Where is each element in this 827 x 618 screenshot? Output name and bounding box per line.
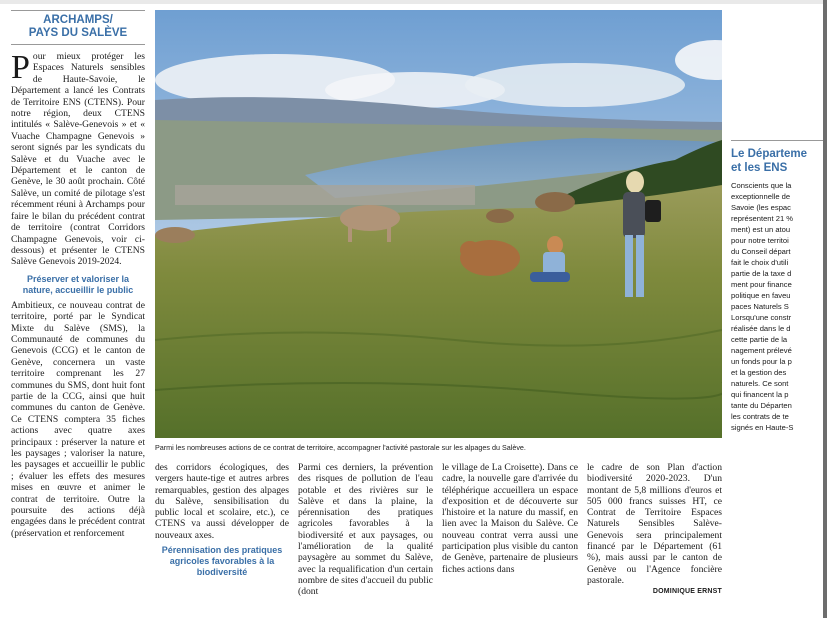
sidebar-line: partie de la taxe d <box>731 269 792 278</box>
article-subhead: Préserver et valoriser la nature, accueillir le public <box>22 273 134 295</box>
sidebar-line: exceptionnelle de <box>731 192 791 201</box>
page-top-edge <box>0 0 827 4</box>
column-text: Parmi ces derniers, la prévention des risques de pollution de l'eau potable et des rivières sur le Salève et dans la plaine, la pérennisation des pratiques agricoles favorables à la biodiversité et aux paysages, ou l'amélioration de la qualité paysagère au sommet du Salève, avec la requalification d'un certain nombre de sites d'accueil du public (dont <box>298 462 433 598</box>
sidebar-line: les contrats de te <box>731 412 789 421</box>
sidebar-line: pour notre territoi <box>731 236 789 245</box>
sidebar-line: paces Naturels S <box>731 302 789 311</box>
drop-cap: P <box>11 49 30 86</box>
right-sidebar-article <box>731 140 823 460</box>
sidebar-line: tante du Départen <box>731 401 792 410</box>
alpine-pasture-photo <box>155 10 722 438</box>
sidebar-line: qui financent la p <box>731 390 789 399</box>
sidebar-title-line1: Le Départeme <box>731 148 808 160</box>
sidebar-line: fait le choix d'utili <box>731 258 789 267</box>
intro-text: our mieux protéger les Espaces Naturels sensibles de Haute-Savoie, le Département a lancé les Contrats de Territoire ENS (CTENS). Pour notre région, deux CTENS intitulés « Salève-Genevois » et « Vuache Champagne Genevois » seront signés par les syndicats du Salève et du Vuache avec le Département et le canton de Genève, le 30 août prochain. Côté Salève, un comité de pilotage s'est récemment réuni à Archamps pour faire le bilan du précédent contrat de territoire (contrat Corridors Champagne Genevois, voir ci-dessous) et présenter le CTENS Salève Genevois 2019-2024. <box>11 51 145 268</box>
column-text: le cadre de son Plan d'action biodiversité 2020-2023. D'un montant de 5,8 millions d'euros et 505 000 francs suisses HT, ce Contrat de Territoire Espaces Naturels Sensibles Salève-Genevois sera principalement financé par le Département (61 %), mais aussi par le canton de Genève ou l'Agence foncière pastorale. <box>587 462 722 586</box>
photo-caption: Parmi les nombreuses actions de ce contrat de territoire, accompagner l'activité pastorale sur les alpages du Salève. <box>155 443 526 452</box>
sidebar-line: nagement prélevé <box>731 346 792 355</box>
sidebar-line: et la gestion des <box>731 368 787 377</box>
sidebar-line: ment) est un atou <box>731 225 791 234</box>
sidebar-line: politique en faveu <box>731 291 791 300</box>
sidebar-line: Lorsqu'une constr <box>731 313 792 322</box>
cow-lying <box>460 240 520 276</box>
sidebar-line: représentent 21 % <box>731 214 794 223</box>
sidebar-line: Conscients que la <box>731 181 792 190</box>
sidebar-title-line2: et les ENS <box>731 162 788 174</box>
article-intro <box>11 51 145 268</box>
section-title-line2: PAYS DU SALÈVE <box>28 27 128 39</box>
byline: DOMINIQUE ERNST <box>652 588 722 596</box>
bottom-column-2 <box>298 462 433 608</box>
column-text: le village de La Croisette). Dans ce cadre, la nouvelle gare d'arrivée du téléphérique accueillera un espace d'exposition et de découverte sur l'histoire et la nature du massif, en lien avec la Maison du Salève. Ce nouveau contrat verra aussi une participation plus visible du canton de Genève, partenaire de plusieurs fiches actions dans <box>442 462 578 575</box>
sidebar-line: réalisée dans le d <box>731 324 791 333</box>
section-rule-bottom <box>11 44 145 45</box>
article-photo <box>155 10 722 438</box>
bottom-column-3 <box>442 462 578 608</box>
sidebar-title <box>731 147 823 175</box>
sidebar-line: cette partie de la <box>731 335 788 344</box>
sidebar-line: un fonds pour la p <box>731 357 792 366</box>
sidebar-line: du Conseil départ <box>731 247 791 256</box>
viewer-right-edge <box>823 0 827 618</box>
sidebar-line: naturels. Ce sont <box>731 379 789 388</box>
sidebar-line: signés en Haute-S <box>731 423 794 432</box>
left-article-column <box>11 10 145 610</box>
section-title <box>11 14 145 40</box>
cow-left <box>155 227 195 243</box>
section-rule <box>11 10 145 11</box>
article-body: Ambitieux, ce nouveau contrat de territoire, porté par le Syndicat Mixte du Salève (SMS), la Communauté de communes du Genevois (CCG) et le canton de Genève, concernera un vaste territoire comprenant les 27 communes du SMS, dont huit font partie de la CCG, ainsi que huit communes du canton de Genève. Ce CTENS comptera 35 fiches actions avec quatre axes principaux : préserver la nature et les paysages ; valoriser la nature, les paysages et accueillir le public ; évaluer les effets des mesures mises en œuvre et animer le contrat de territoire. Outre la poursuite des actions déjà engagées dans le précédent contrat (préservation et renforcement <box>11 299 145 539</box>
sidebar-text <box>731 180 823 433</box>
column-subhead: Pérennisation des pratiques agricoles favorables à la biodiversité <box>161 545 283 578</box>
sidebar-line: Savoie (les espac <box>731 203 791 212</box>
bottom-column-1 <box>155 462 289 608</box>
bottom-column-4 <box>587 462 722 608</box>
section-title-line1: ARCHAMPS/ <box>43 14 113 26</box>
section-rule <box>731 140 823 141</box>
column-text: des corridors écologiques, des vergers haute-tige et autres arbres remarquables, gestion des alpages du Salève, sensibilisation du public local et scolaire, etc.), ce CTENS va aussi développer de nouveaux axes. <box>155 462 289 541</box>
sidebar-line: ment pour finance <box>731 280 792 289</box>
